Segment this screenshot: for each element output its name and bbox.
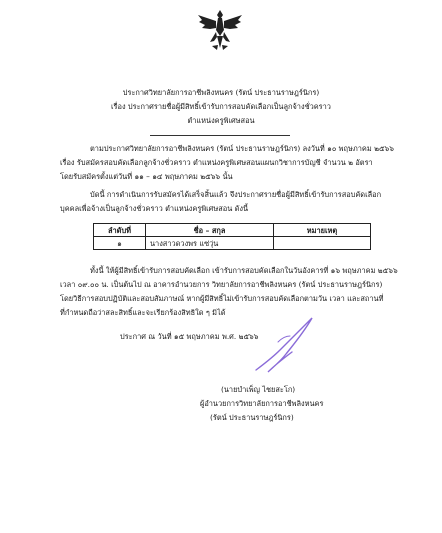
signer-title: ผู้อำนวยการวิทยาลัยการอาชีพลิงหนคร xyxy=(200,399,324,408)
paragraph-3-line-1: ทั้งนี้ ให้ผู้มีสิทธิ์เข้ารับการสอบคัดเลือก เข้ารับการสอบคัดเลือกในวันอังคารที่ ๑๖ พฤษภาคม ๒๕๖๖ xyxy=(90,266,398,275)
paragraph-1-line-1: ตามประกาศวิทยาลัยการอาชีพลิงหนคร (รัตน์ ประธานราษฎร์นิกร) ลงวันที่ ๑๐ พฤษภาคม ๒๕๖๖ xyxy=(90,144,394,153)
paragraph-1-line-2: เรื่อง รับสมัครสอบคัดเลือกลูกจ้างชั่วคราว ตำแหน่งครูพิเศษสอนแผนกวิชาการบัญชี จำนวน ๒ อัตรา xyxy=(60,158,373,167)
table-row xyxy=(94,237,371,250)
paragraph-2-line-2: บุคคลเพื่อจ้างเป็นลูกจ้างชั่วคราว ตำแหน่งครูพิเศษสอน ดังนี้ xyxy=(60,204,249,213)
signature-mark xyxy=(250,312,320,382)
column-header-order: ลำดับที่ xyxy=(94,224,146,237)
garuda-emblem-icon xyxy=(196,6,244,54)
column-header-name: ชื่อ – สกุล xyxy=(146,224,274,237)
table-cell-order: ๑ xyxy=(94,237,146,250)
paragraph-3-line-4: ที่กำหนดถือว่าสละสิทธิ์และจะเรียกร้องสิทธิใด ๆ มิได้ xyxy=(60,308,226,317)
paragraph-3-line-3: โดยวิธีการสอบปฏิบัติและสอบสัมภาษณ์ หากผู้มีสิทธิ์ไม่เข้ารับการสอบคัดเลือกตามวัน เวลา และสถานที่ xyxy=(60,294,384,303)
table-header-row xyxy=(94,224,371,237)
document-subject: เรื่อง ประกาศรายชื่อผู้มีสิทธิ์เข้ารับการสอบคัดเลือกเป็นลูกจ้างชั่วคราว xyxy=(111,102,331,111)
paragraph-2-line-1: บัดนี้ การดำเนินการรับสมัครได้เสร็จสิ้นแล้ว จึงประกาศรายชื่อผู้มีสิทธิ์เข้ารับการสอบคัดเลือก xyxy=(90,190,382,199)
signer-name: (นายบำเพ็ญ ไชยสะโก) xyxy=(221,385,296,394)
table-cell-remark xyxy=(274,237,371,250)
column-header-remark: หมายเหตุ xyxy=(274,224,371,237)
document-position: ตำแหน่งครูพิเศษสอน xyxy=(187,116,255,125)
announce-date: ประกาศ ณ วันที่ ๑๕ พฤษภาคม พ.ศ. ๒๕๖๖ xyxy=(120,332,259,341)
document-org-title: ประกาศวิทยาลัยการอาชีพลิงหนคร (รัตน์ ประธานราษฎร์นิกร) xyxy=(122,88,320,97)
title-divider xyxy=(150,135,290,136)
candidate-table xyxy=(93,223,371,250)
paragraph-1-line-3: โดยรับสมัครตั้งแต่วันที่ ๑๑ – ๑๔ พฤษภาคม ๒๕๖๖ นั้น xyxy=(60,172,233,181)
paragraph-3-line-2: เวลา ๐๙.๐๐ น. เป็นต้นไป ณ อาคารอำนวยการ วิทยาลัยการอาชีพลิงหนคร (รัตน์ ประธานราษฎร์นิกร) xyxy=(60,280,383,289)
signer-title-2: (รัตน์ ประธานราษฎร์นิกร) xyxy=(210,413,294,422)
table-cell-name: นางสาวดวงพร แซ่วุ่น xyxy=(146,237,274,250)
